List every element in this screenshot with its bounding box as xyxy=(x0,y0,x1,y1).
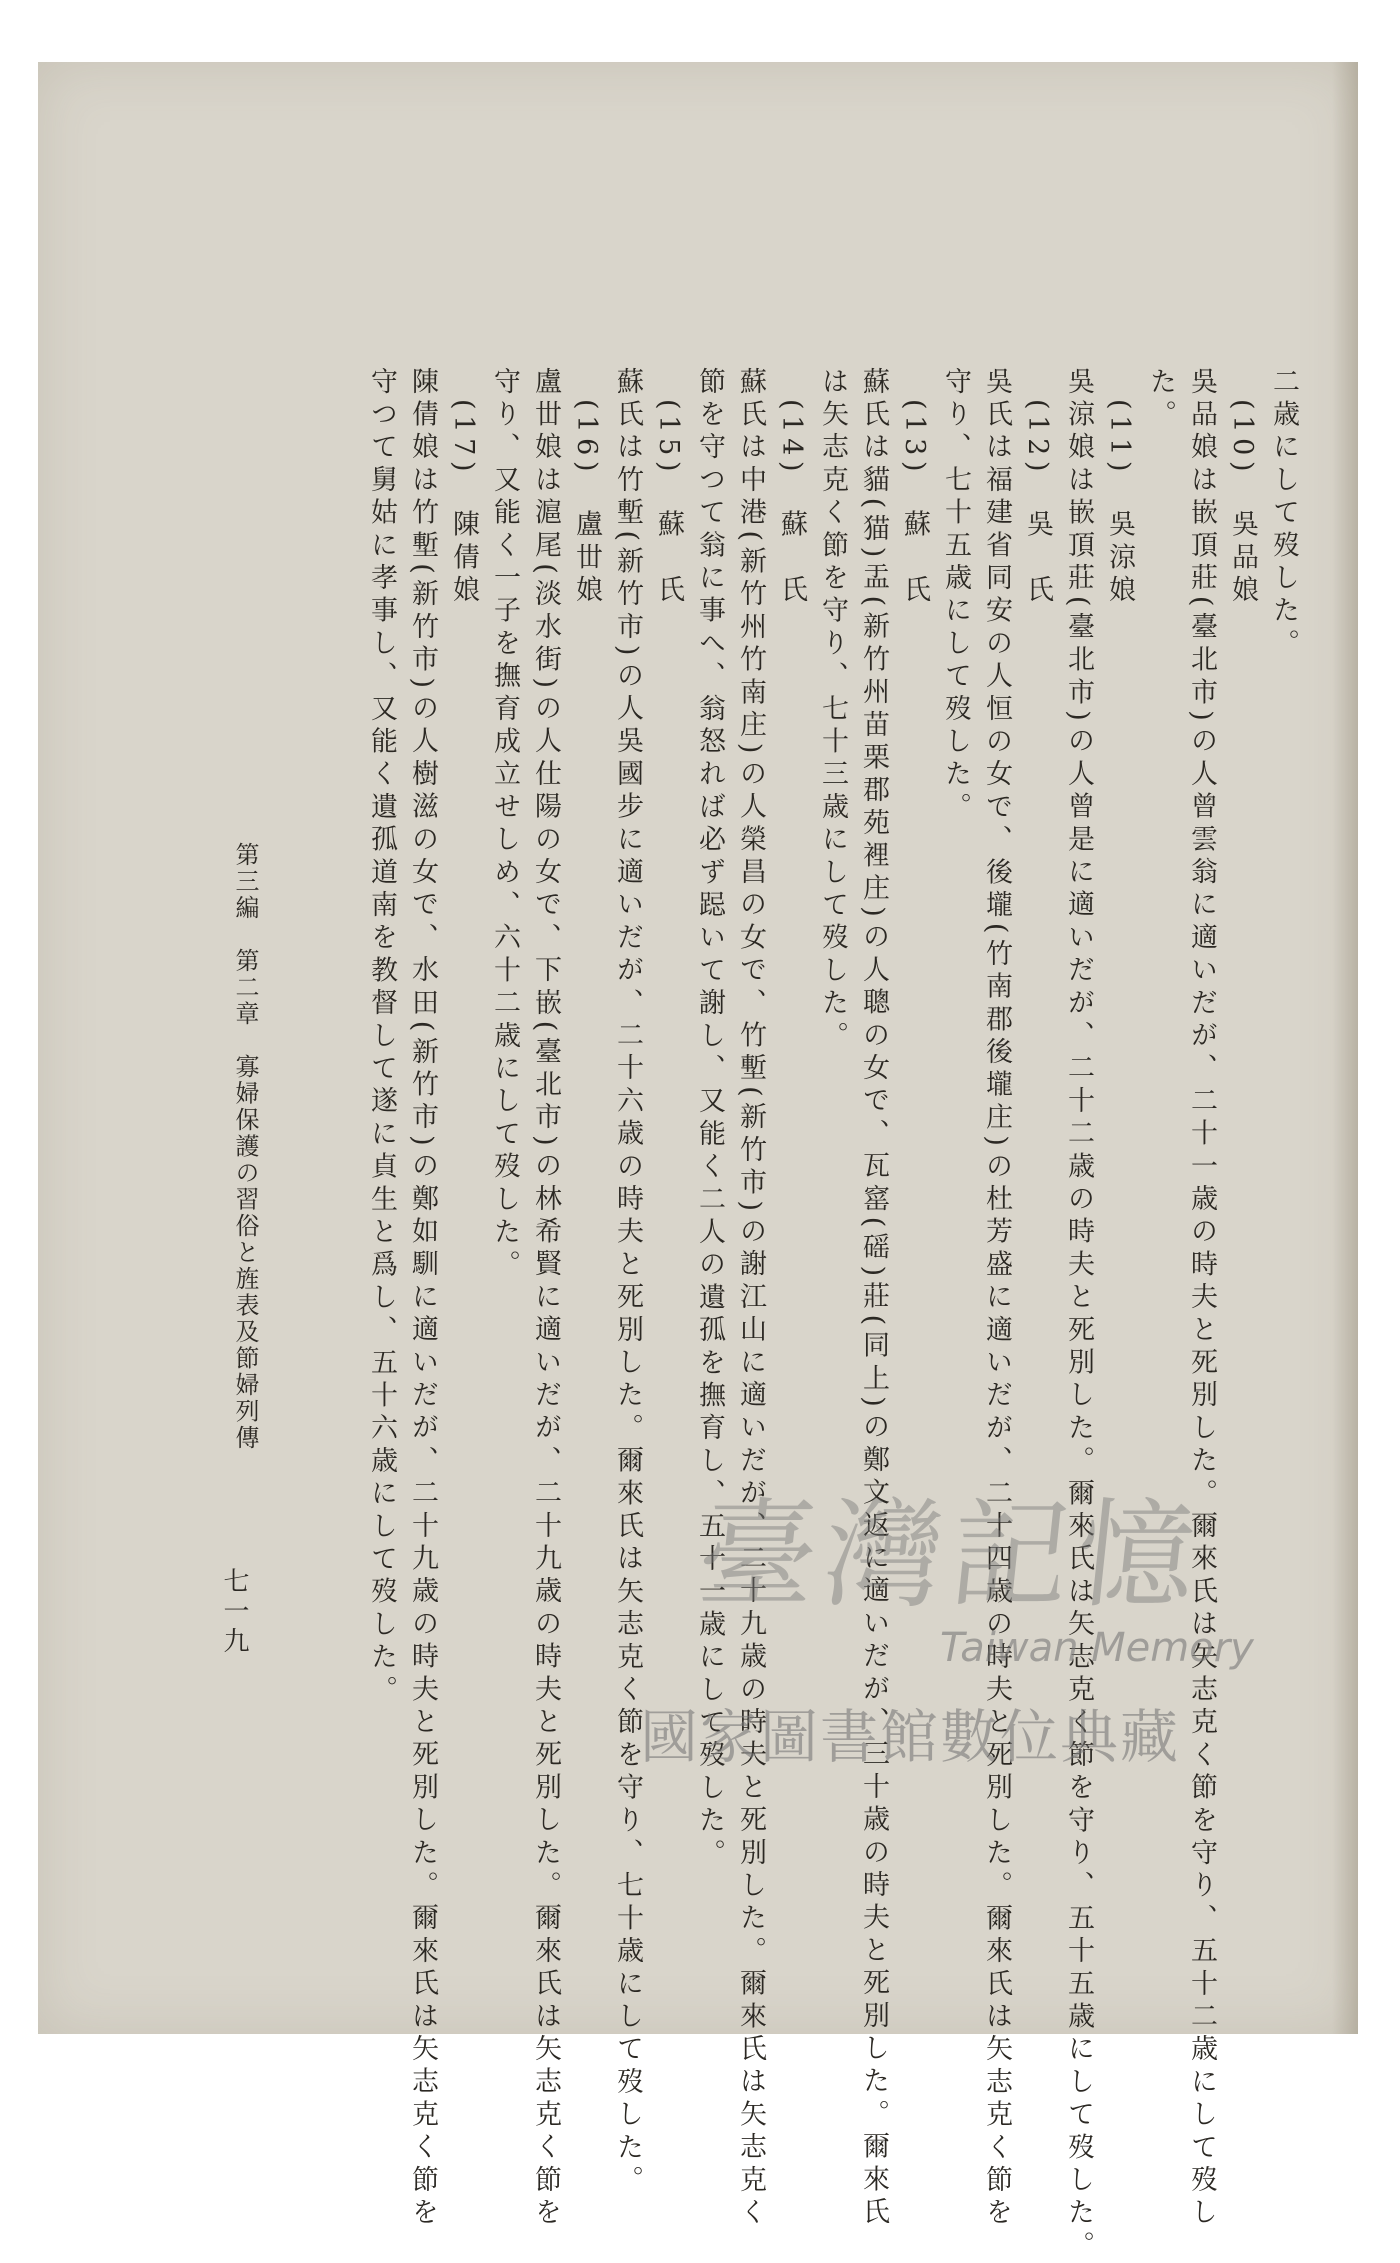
text-column: 蘇氏は中港(新竹州竹南庄)の人榮昌の女で、竹塹(新竹市)の謝江山に適いだが、二十九歳の時夫と死別した。爾來氏は矢志克く xyxy=(735,367,766,2231)
text-column: 二歳にして歿した。 xyxy=(1268,367,1299,662)
text-column: 節を守つて翁に事へ、翁怒れば必ず跽いて謝し、又能く二人の遺孤を撫育し、五十一歳にして歿した。 xyxy=(694,367,725,1872)
text-column: は矢志克く節を守り、七十三歳にして歿した。 xyxy=(817,367,848,1054)
page-number: 七一九 xyxy=(219,1567,249,1657)
watermark-chinese: 國家圖書館數位典藏 xyxy=(640,1703,1181,1771)
entry-heading: (16) 盧丗娘 xyxy=(571,399,602,609)
watermark xyxy=(640,1390,1300,1950)
entry-heading: (11) 吳涼娘 xyxy=(1104,399,1135,609)
entry-heading: (10) 吳品娘 xyxy=(1227,399,1258,609)
entry-heading: (12) 吳 氏 xyxy=(1022,399,1053,609)
text-column: 蘇氏は竹塹(新竹市)の人吳國步に適いだが、二十六歳の時夫と死別した。爾來氏は矢志克く節を守り、七十歳にして歿した。 xyxy=(612,367,643,2198)
text-column: 吳品娘は嵌頂莊(臺北市)の人曾雲翁に適いだが、二十一歳の時夫と死別した。爾來氏は矢志克く節を守り、五十二歳にして歿し xyxy=(1186,367,1217,2231)
watermark-logo: 臺灣記憶 xyxy=(691,1486,1211,1624)
text-column: 吳涼娘は嵌頂莊(臺北市)の人曾是に適いだが、二十二歳の時夫と死別した。爾來氏は矢志克く節を守り、五十五歳にして歿した。 xyxy=(1063,367,1094,2263)
entry-heading: (17) 陳倩娘 xyxy=(448,399,479,609)
entry-heading: (15) 蘇 氏 xyxy=(653,399,684,609)
text-column: 守り、又能く一子を撫育成立せしめ、六十二歳にして歿した。 xyxy=(489,367,520,1283)
entry-heading: (13) 蘇 氏 xyxy=(899,399,930,609)
text-column: 守り、七十五歳にして歿した。 xyxy=(940,367,971,825)
text-column: 蘇氏は貓(猫)盂(新竹州苗栗郡苑裡庄)の人聰の女で、瓦窰(磘)莊(同上)の鄭文返に適いだが、三十歳の時夫と死別した。爾來氏 xyxy=(858,367,889,2230)
text-column: 盧丗娘は滬尾(淡水街)の人仕陽の女で、下嵌(臺北市)の林希賢に適いだが、二十九歳の時夫と死別した。爾來氏は矢志克く節を xyxy=(530,367,561,2231)
text-column: 吳氏は福建省同安の人恒の女で、後壠(竹南郡後壠庄)の杜芳盛に適いだが、二十四歳の時夫と死別した。爾來氏は矢志克く節を xyxy=(981,367,1012,2231)
text-column: 守つて舅姑に孝事し、又能く遺孤道南を教督して遂に貞生と爲し、五十六歳にして歿した。 xyxy=(366,367,397,1708)
running-footer: 第三編 第二章 寡婦保護の習俗と旌表及節婦列傳 xyxy=(231,842,259,1452)
text-column: 陳倩娘は竹塹(新竹市)の人樹滋の女で、水田(新竹市)の鄭如馴に適いだが、二十九歳の時夫と死別した。爾來氏は矢志克く節を xyxy=(407,367,438,2231)
text-column: た。 xyxy=(1145,367,1176,433)
entry-heading: (14) 蘇 氏 xyxy=(776,399,807,609)
watermark-english: Taiwan Memory xyxy=(940,1625,1254,1671)
page-edge-shadow xyxy=(1332,62,1358,2034)
